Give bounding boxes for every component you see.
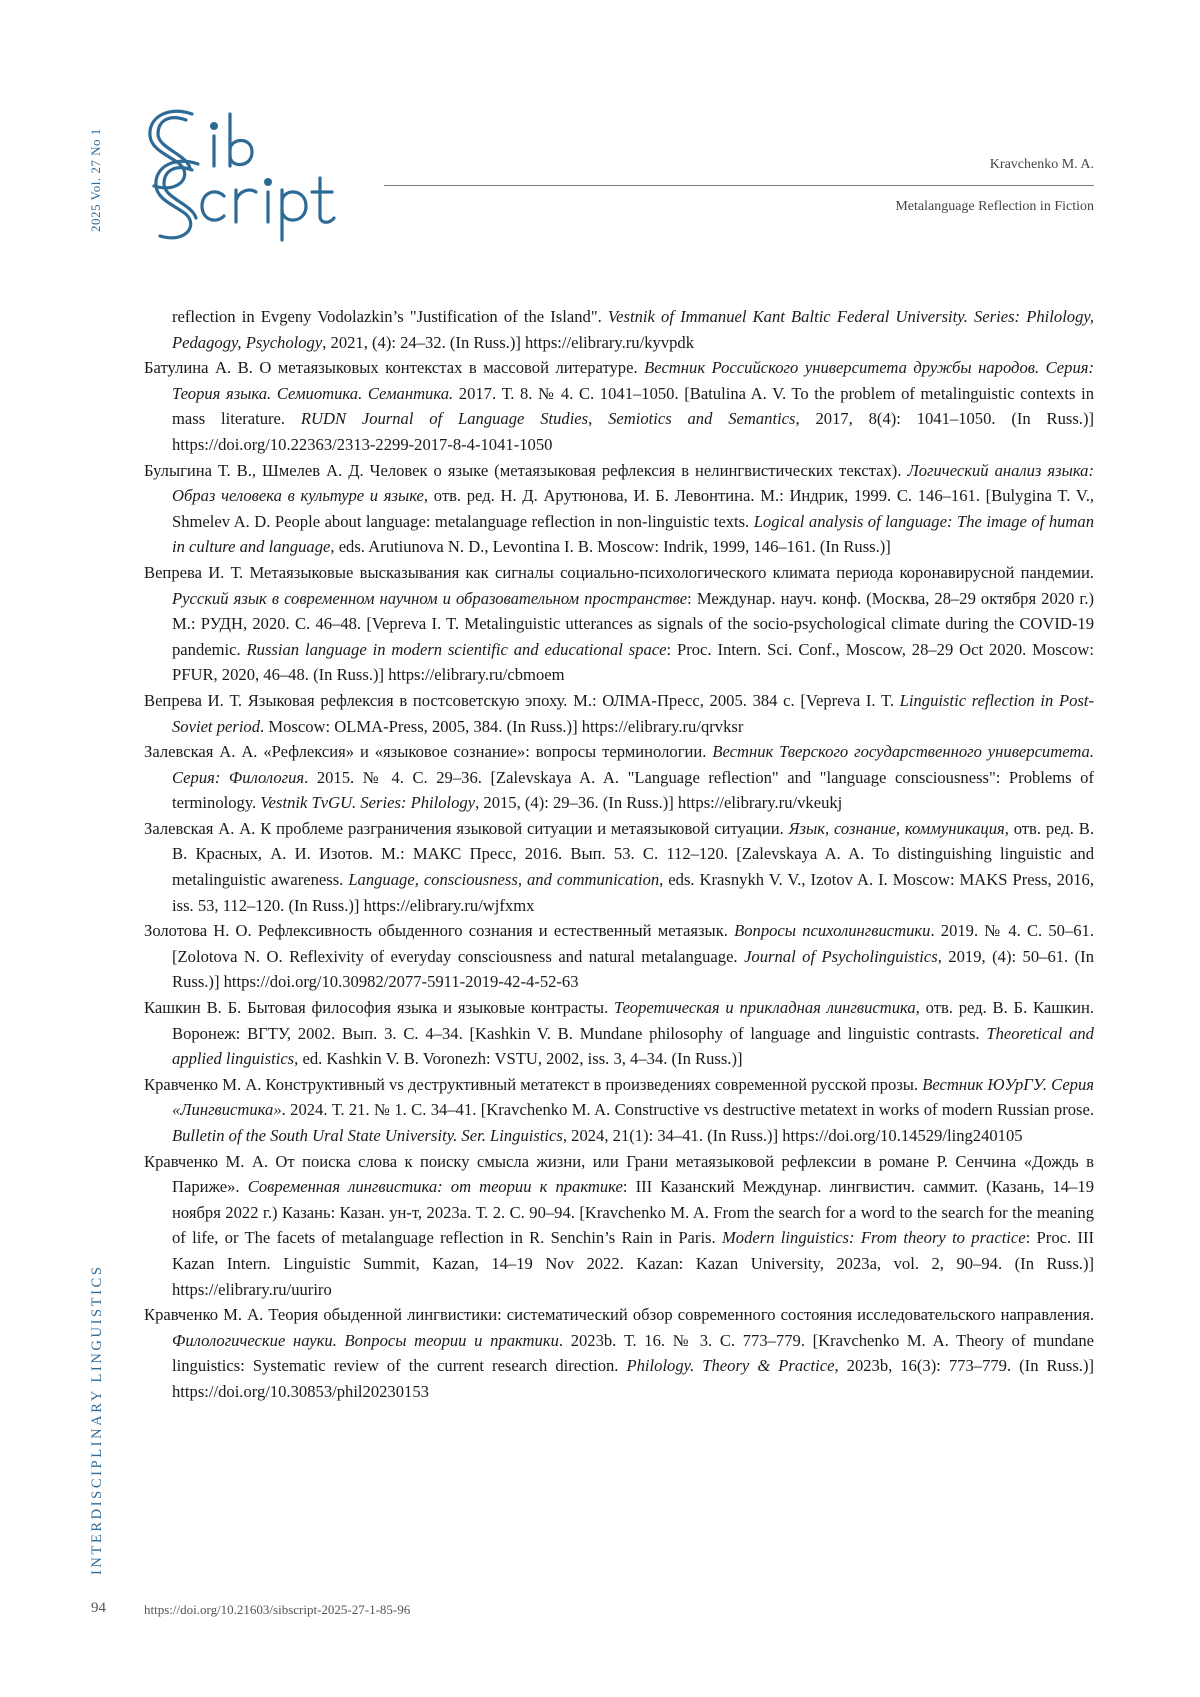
reference-text: Кравченко М. А. От поиска слова к поиску смысла жизни, или Грани метаязыковой рефлексии в романе Р. Сенчина «Дождь в Париже». [144,1151,1094,1197]
reference-source-italic: Russian language in modern scientific and educational space [246,639,667,659]
reference-source-italic: Theoretical and applied linguistics [172,1023,1094,1069]
reference-text: Залевская А. А. К проблеме разграничения языковой ситуации и метаязыковой ситуации. [144,818,789,838]
reference-source-italic: Русский язык в современном научном и образовательном пространстве [172,588,688,608]
reference-text: , 2015, (4): 29–36. (In Russ.)] https://elibrary.ru/vkeukj [475,793,843,813]
reference-source-italic: Philology. Theory & Practice [626,1356,835,1376]
reference-entry [144,688,1094,739]
sibscript-logo [140,108,370,243]
reference-source-italic: RUDN Journal of Language Studies, Semiotics and Semantics [300,409,796,429]
header-article-title: Metalanguage Reflection in Fiction [895,199,1094,214]
reference-text: : Proc. III Kazan Intern. Linguistic Summit, Kazan, 14–19 Nov 2022. Kazan: Kazan University, 2023a, vol. 2, 90–94. (In Russ.)] https://elibrary.ru/uuriro [172,1228,1094,1299]
reference-entry [144,458,1094,560]
reference-text: Залевская А. А. «Рефлексия» и «языковое сознание»: вопросы терминологии. [144,742,713,762]
reference-entry [144,560,1094,688]
reference-source-italic: Современная лингвистика: от теории к практике [247,1177,623,1197]
reference-text: . 2015. № 4. С. 29–36. [Zalevskaya A. A. "Language reflection" and "language consciousness": Problems of terminology. [172,767,1094,813]
reference-entry [144,304,1094,355]
reference-source-italic: Вестник Российского университета дружбы народов. Серия: Теория языка. Семиотика. Семантика. [172,358,1095,403]
reference-entry [144,995,1094,1072]
reference-text: , отв. ред. В. В. Красных, А. И. Изотов. М.: МАКС Пресс, 2016. Вып. 53. С. 112–120. [Zalevskaya A. A. To distinguishing linguistic and metalinguistic awareness. [172,818,1094,890]
reference-text: , 2021, (4): 24–32. (In Russ.)] https://elibrary.ru/kyvpdk [322,332,694,352]
journal-issue-vertical: 2025 Vol. 27 No 1 [88,128,103,232]
reference-text: . 2023b. Т. 16. № 3. С. 773–779. [Kravchenko M. A. Theory of mundane linguistics: Systematic review of the current research direction. [172,1330,1094,1376]
reference-source-italic: Язык, сознание, коммуникация [788,818,1005,838]
header-rule [384,185,1094,186]
reference-text: Вепрева И. Т. Языковая рефлексия в постсоветскую эпоху. М.: ОЛМА-Пресс, 2005. 384 с. [Vepreva I. T. [144,690,900,710]
reference-text: : Proc. Intern. Sci. Conf., Moscow, 28–29 Oct 2020. Moscow: PFUR, 2020, 46–48. (In Russ.)] https://elibrary.ru/cbmoem [172,639,1094,685]
reference-text: . 2019. № 4. С. 50–61. [Zolotova N. O. Reflexivity of everyday consciousness and natural metalanguage. [172,921,1094,966]
reference-source-italic: Bulletin of the South Ural State University. Ser. Linguistics [172,1126,563,1145]
reference-entry [144,1149,1094,1303]
reference-text: eds. Krasnykh V. V., Izotov A. I. Moscow: MAKS Press, 2016, iss. 53, 112–120. (In Russ.)] https://elibrary.ru/wjfxmx [172,870,1094,915]
reference-text: reflection in Evgeny Vodolazkin’s "Justification of the Island". [172,307,608,326]
footer-doi[interactable]: https://doi.org/10.21603/sibscript-2025-27-1-85-96 [144,1602,411,1617]
reference-entry [144,739,1094,816]
reference-source-italic: Language, consciousness, and communication, [348,870,664,890]
reference-text: , 2017, 8(4): 1041–1050. (In Russ.)] https://doi.org/10.22363/2313-2299-2017-8-4-1041-1050 [172,409,1094,454]
reference-source-italic: Journal of Psycholinguistics [744,946,938,966]
reference-text: . 2024. Т. 21. № 1. С. 34–41. [Kravchenko M. A. Constructive vs destructive metatext in works of modern Russian prose. [281,1100,1094,1120]
reference-text: Кравченко М. А. Конструктивный vs деструктивный метатекст в произведениях современной русской прозы. [144,1074,923,1094]
reference-text: Кашкин В. Б. Бытовая философия языка и языковые контрасты. [144,998,615,1018]
reference-text: : III Казанский Междунар. лингвистич. саммит. (Казань, 14–19 ноября 2022 г.) Казань: Казан. ун-т, 2023а. Т. 2. С. 90–94. [Kravchenko M. A. From the search for a word to the search for the meaning of life, or The facets of metalanguage reflection in R. Senchin’s Rain in Paris. [172,1177,1094,1248]
reference-text: , eds. Arutiunova N. D., Levontina I. B. Moscow: Indrik, 1999, 146–161. (In Russ.)] [330,537,891,557]
reference-text: , 2019, (4): 50–61. (In Russ.)] https://doi.org/10.30982/2077-5911-2019-42-4-52-63 [172,946,1095,992]
page-number: 94 [91,1600,106,1616]
reference-source-italic: Вопросы психолингвистики [734,921,931,941]
reference-list [144,304,1094,1405]
reference-text: 2017. Т. 8. № 4. С. 1041–1050. [Batulina A. V. To the problem of metalinguistic contexts in mass literature. [172,383,1094,429]
reference-text: , 2023b, 16(3): 773–779. (In Russ.)] https://doi.org/10.30853/phil20230153 [172,1356,1094,1401]
reference-text: , отв. ред. В. Б. Кашкин. Воронеж: ВГТУ, 2002. Вып. 3. С. 4–34. [Kashkin V. B. Mundane philosophy of language and linguistic contrasts. [172,998,1094,1043]
reference-entry [144,1302,1094,1404]
reference-text: Булыгина Т. В., Шмелев А. Д. Человек о языке (метаязыковая рефлексия в нелингвистических текстах). [144,460,908,480]
reference-source-italic: Филологические науки. Вопросы теории и практики [172,1330,559,1350]
reference-source-italic: Logical analysis of language: The image of human in culture and language [172,511,1094,557]
reference-text: , 2024, 21(1): 34–41. (In Russ.)] https://doi.org/10.14529/ling240105 [562,1126,1023,1145]
reference-entry [144,816,1094,918]
reference-text: Золотова Н. О. Рефлексивность обыденного сознания и естественный метаязык. [144,921,735,941]
reference-text: Батулина А. В. О метаязыковых контекстах в массовой литературе. [144,358,645,378]
reference-source-italic: Vestnik of Immanuel Kant Baltic Federal University. Series: Philology, Pedagogy, Psychology [172,307,1094,352]
reference-source-italic: Modern linguistics: From theory to practice [721,1228,1026,1248]
reference-source-italic: Теоретическая и прикладная лингвистика [614,998,916,1018]
reference-text: Кравченко М. А. Теория обыденной лингвистики: систематический обзор современного состояния исследовательского направления. [144,1305,1094,1325]
reference-source-italic: Вестник Тверского государственного университета. Серия: Филология [172,742,1094,787]
reference-source-italic: Вестник ЮУрГУ. Серия «Лингвистика» [172,1074,1094,1120]
reference-source-italic: Vestnik TvGU. Series: Philology [260,793,476,813]
reference-text: . Moscow: OLMA-Press, 2005, 384. (In Russ.)] https://elibrary.ru/qrvksr [260,716,744,736]
reference-source-italic: Linguistic reflection in Post-Soviet period [172,690,1094,736]
header-author: Kravchenko M. A. [989,157,1094,172]
reference-source-italic: Логический анализ языка: Образ человека в культуре и языке [172,460,1094,506]
reference-entry [144,918,1094,995]
reference-entry [144,355,1094,457]
reference-text: : Междунар. науч. конф. (Москва, 28–29 октября 2020 г.) М.: РУДН, 2020. С. 46–48. [Vepreva I. T. Metalinguistic utterances as signals of the socio-psychological climate during the COVID-19 pandemic. [172,588,1094,659]
reference-entry [144,1072,1094,1149]
reference-text: Вепрева И. Т. Метаязыковые высказывания как сигналы социально-психологического климата периода коронавирусной пандемии. [144,562,1094,582]
reference-text: , ed. Kashkin V. B. Voronezh: VSTU, 2002, iss. 3, 4–34. (In Russ.)] [294,1049,743,1069]
reference-text: , отв. ред. Н. Д. Арутюнова, И. Б. Левонтина. М.: Индрик, 1999. С. 146–161. [Bulygina T. V., Shmelev A. D. People about language: metalanguage reflection in non-linguistic texts. [172,486,1094,531]
section-label-vertical: INTERDISCIPLINARY LINGUISTICS [89,1264,105,1575]
